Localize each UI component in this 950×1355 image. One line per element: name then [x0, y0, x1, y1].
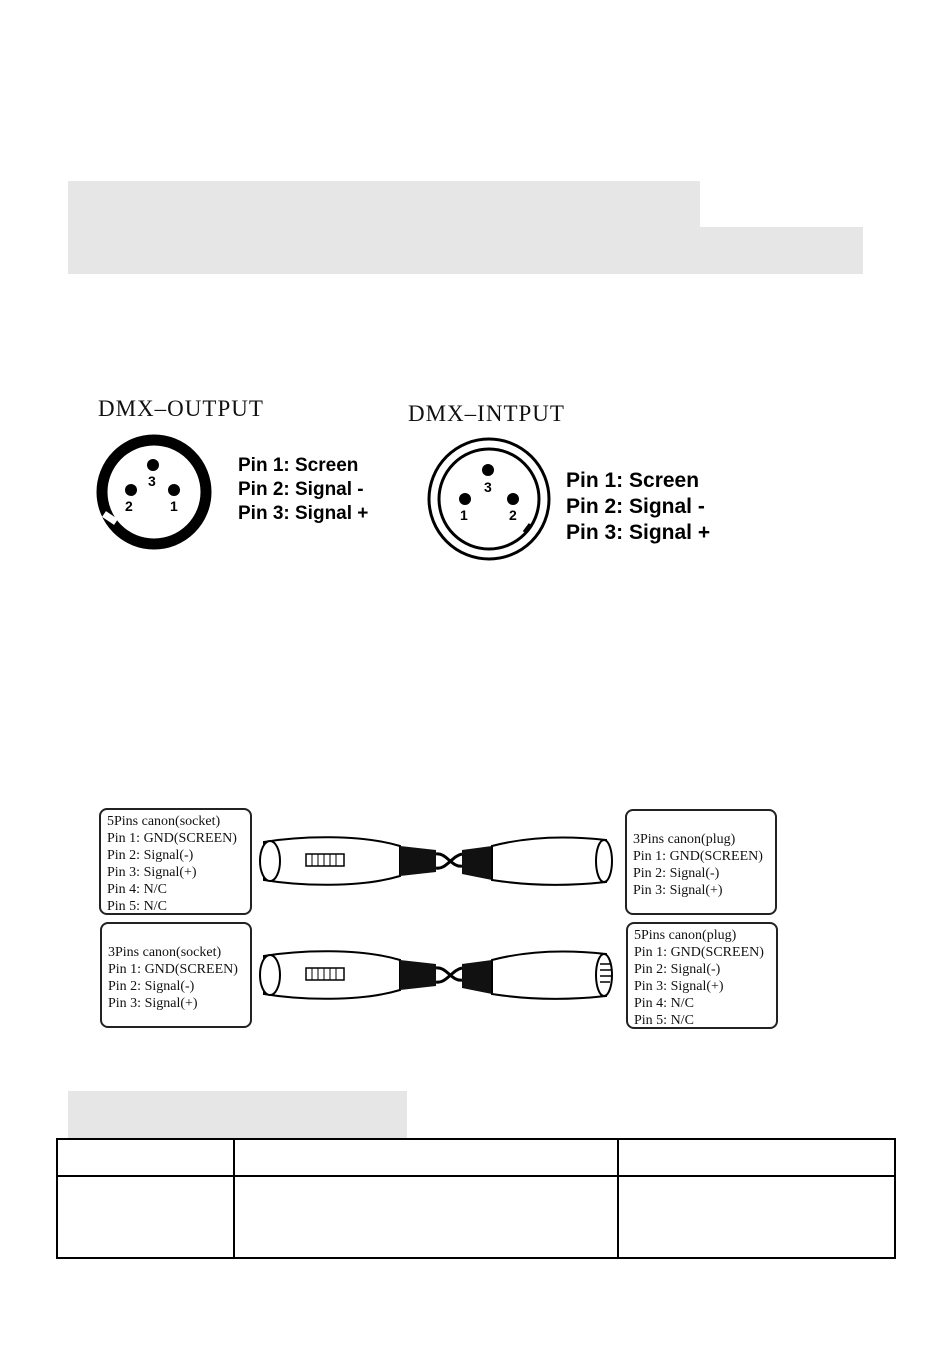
- table-cell: [618, 1176, 895, 1258]
- heading-band-top: [68, 181, 700, 227]
- pin-number-1: 1: [170, 498, 178, 514]
- cable-top-drawing: [260, 837, 612, 885]
- callout-line: Pin 1: GND(SCREEN): [633, 849, 763, 864]
- pin-number-1: 1: [460, 507, 468, 523]
- pin-label: Pin 2: Signal -: [238, 479, 364, 500]
- pin-number-2: 2: [125, 498, 133, 514]
- dmx-input-pin-list: [566, 468, 710, 546]
- table-row: [57, 1139, 895, 1176]
- callout-line: Pin 5: N/C: [107, 899, 167, 914]
- callout-line: Pin 2: Signal(-): [107, 848, 194, 863]
- pin-label: Pin 2: Signal -: [566, 495, 705, 518]
- spec-table: [56, 1138, 896, 1259]
- table-cell: [234, 1176, 618, 1258]
- pin-number-3: 3: [484, 479, 492, 495]
- pin-label: Pin 1: Screen: [238, 455, 359, 476]
- callout-line: Pin 3: Signal(+): [634, 979, 724, 994]
- dmx-output-pin-list: [238, 454, 368, 526]
- table-cell: [57, 1176, 234, 1258]
- callout-line: Pin 2: Signal(-): [634, 962, 721, 977]
- callout-line: 5Pins canon(socket): [107, 814, 221, 829]
- callout-line: Pin 1: GND(SCREEN): [634, 945, 764, 960]
- table-row: [57, 1176, 895, 1258]
- table-cell: [618, 1139, 895, 1176]
- callout-line: Pin 2: Signal(-): [108, 979, 195, 994]
- heading-band-bottom: [68, 1091, 407, 1138]
- callout-top-left: [99, 808, 252, 915]
- callout-line: Pin 2: Signal(-): [633, 866, 720, 881]
- callout-line: 5Pins canon(plug): [634, 928, 737, 943]
- pin-label: Pin 1: Screen: [566, 469, 700, 492]
- callout-line: Pin 4: N/C: [634, 996, 694, 1011]
- dmx-output-pin-numbers: [94, 432, 214, 552]
- callout-top-right: [625, 809, 777, 915]
- pin-label: Pin 3: Signal +: [238, 503, 369, 524]
- heading-band-top-second: [68, 227, 863, 274]
- callout-line: 3Pins canon(plug): [633, 832, 736, 847]
- callout-line: Pin 3: Signal(+): [108, 996, 198, 1011]
- callout-line: 3Pins canon(socket): [108, 945, 222, 960]
- callout-line: Pin 5: N/C: [634, 1013, 694, 1028]
- callout-bottom-right: [626, 922, 778, 1029]
- callout-line: Pin 1: GND(SCREEN): [108, 962, 238, 977]
- dmx-output-title: DMX–OUTPUT: [98, 396, 264, 421]
- callout-line: Pin 4: N/C: [107, 882, 167, 897]
- callout-bottom-left: [100, 922, 252, 1028]
- callout-line: Pin 3: Signal(+): [633, 883, 723, 898]
- pin-number-3: 3: [148, 473, 156, 489]
- pin-number-2: 2: [509, 507, 517, 523]
- dmx-input-title: DMX–INTPUT: [408, 401, 565, 426]
- pin-label: Pin 3: Signal +: [566, 521, 711, 544]
- callout-line: Pin 3: Signal(+): [107, 865, 197, 880]
- dmx-input-pin-numbers: [426, 436, 552, 562]
- callout-line: Pin 1: GND(SCREEN): [107, 831, 237, 846]
- cable-adapter-illustration: [240, 820, 640, 1030]
- table-cell: [234, 1139, 618, 1176]
- table-cell: [57, 1139, 234, 1176]
- cable-bottom-drawing: [260, 951, 612, 999]
